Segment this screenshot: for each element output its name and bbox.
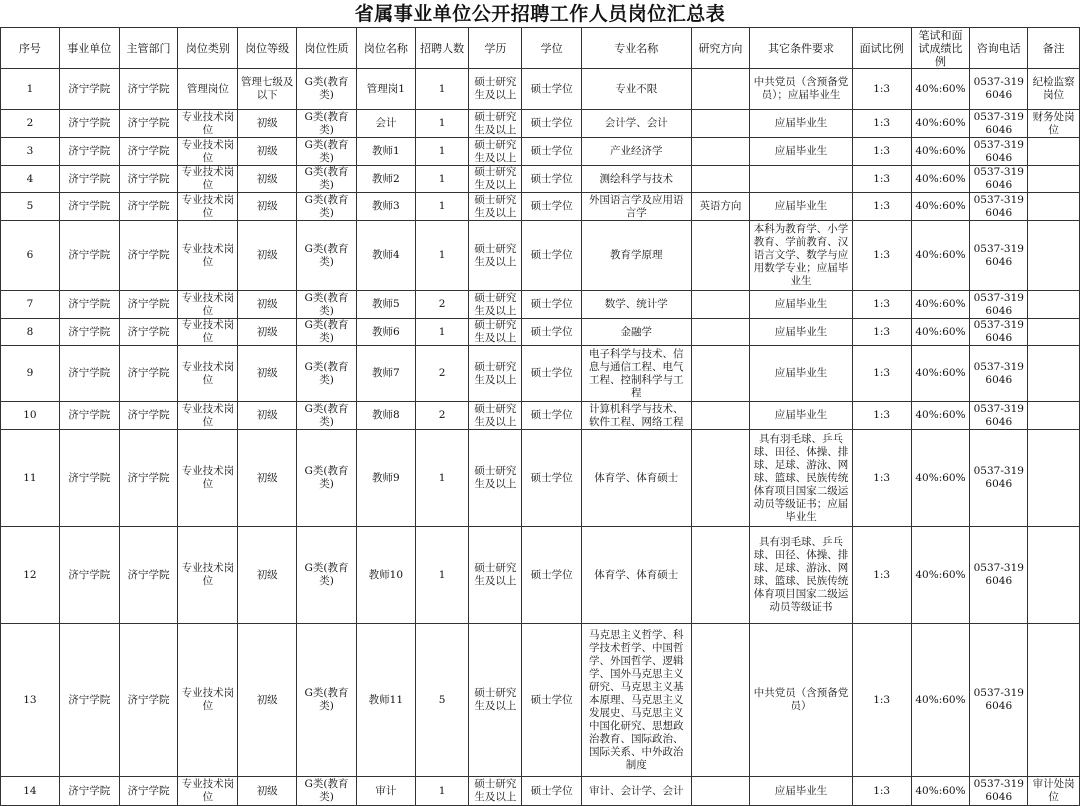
table-cell: G类(教育类) xyxy=(297,346,357,402)
table-cell: 济宁学院 xyxy=(59,346,119,402)
table-cell xyxy=(1028,402,1080,430)
table-cell: 专业技术岗位 xyxy=(178,430,238,527)
table-cell: 11 xyxy=(1,430,60,527)
table-cell: 纪检监察岗位 xyxy=(1028,69,1080,110)
table-cell xyxy=(1028,221,1080,291)
table-cell: 济宁学院 xyxy=(119,221,178,291)
table-cell: 40%:60% xyxy=(911,69,970,110)
table-row xyxy=(1,291,1080,319)
table-cell: 40%:60% xyxy=(911,346,970,402)
table-cell: 1 xyxy=(415,69,469,110)
table-cell: 财务处岗位 xyxy=(1028,110,1080,138)
table-cell: 专业技术岗位 xyxy=(178,166,238,193)
table-row xyxy=(1,110,1080,138)
table-row xyxy=(1,319,1080,346)
table-cell: 2 xyxy=(415,346,469,402)
table-row xyxy=(1,402,1080,430)
table-cell: 初级 xyxy=(238,319,297,346)
table-cell: 硕士学位 xyxy=(522,193,582,221)
table-cell xyxy=(750,166,852,193)
table-cell xyxy=(691,319,750,346)
table-cell: 济宁学院 xyxy=(59,221,119,291)
table-cell: 1 xyxy=(415,221,469,291)
table-cell: G类(教育类) xyxy=(297,777,357,806)
table-cell: 1:3 xyxy=(852,527,911,624)
table-cell: 济宁学院 xyxy=(59,624,119,777)
table-cell: 硕士学位 xyxy=(522,624,582,777)
table-cell: 40%:60% xyxy=(911,166,970,193)
table-cell: 专业技术岗位 xyxy=(178,319,238,346)
table-cell: 1 xyxy=(415,166,469,193)
column-header: 序号 xyxy=(1,28,60,69)
table-cell: 专业技术岗位 xyxy=(178,291,238,319)
column-header: 岗位类别 xyxy=(178,28,238,69)
table-cell: 济宁学院 xyxy=(119,193,178,221)
table-cell: 专业技术岗位 xyxy=(178,346,238,402)
table-cell: 管理岗位 xyxy=(178,69,238,110)
table-cell: 应届毕业生 xyxy=(750,402,852,430)
table-cell: 12 xyxy=(1,527,60,624)
table-row xyxy=(1,166,1080,193)
table-cell: 8 xyxy=(1,319,60,346)
table-cell: 1:3 xyxy=(852,346,911,402)
table-cell: 英语方向 xyxy=(691,193,750,221)
table-cell: G类(教育类) xyxy=(297,69,357,110)
table-cell: 硕士研究生及以上 xyxy=(469,430,522,527)
table-cell: G类(教育类) xyxy=(297,319,357,346)
table-cell: 初级 xyxy=(238,527,297,624)
table-cell: 硕士研究生及以上 xyxy=(469,777,522,806)
table-cell: G类(教育类) xyxy=(297,166,357,193)
table-cell: 1 xyxy=(415,777,469,806)
table-cell: 专业技术岗位 xyxy=(178,527,238,624)
column-header: 备注 xyxy=(1028,28,1080,69)
table-cell: 教师5 xyxy=(356,291,415,319)
table-cell: 4 xyxy=(1,166,60,193)
table-cell: 1:3 xyxy=(852,138,911,166)
table-cell: 0537-3196046 xyxy=(970,69,1028,110)
table-cell xyxy=(1028,138,1080,166)
table-cell xyxy=(1028,624,1080,777)
table-cell xyxy=(691,430,750,527)
table-row xyxy=(1,624,1080,777)
table-cell: 管理岗1 xyxy=(356,69,415,110)
table-cell: 管理七级及以下 xyxy=(238,69,297,110)
table-cell: 0537-3196046 xyxy=(970,166,1028,193)
table-cell: 专业技术岗位 xyxy=(178,193,238,221)
table-cell: 1 xyxy=(415,319,469,346)
table-cell: 40%:60% xyxy=(911,777,970,806)
table-cell xyxy=(691,291,750,319)
table-cell: 硕士研究生及以上 xyxy=(469,221,522,291)
table-cell: 济宁学院 xyxy=(119,319,178,346)
table-cell: 硕士研究生及以上 xyxy=(469,69,522,110)
table-cell: 体育学、体育硕士 xyxy=(582,430,692,527)
table-cell: 1:3 xyxy=(852,193,911,221)
table-cell: 外国语言学及应用语言学 xyxy=(582,193,692,221)
table-cell: 济宁学院 xyxy=(119,402,178,430)
table-cell xyxy=(1028,346,1080,402)
table-cell: 济宁学院 xyxy=(59,193,119,221)
table-cell: 40%:60% xyxy=(911,193,970,221)
table-cell: 会计 xyxy=(356,110,415,138)
table-cell: 1:3 xyxy=(852,319,911,346)
table-cell: 济宁学院 xyxy=(59,319,119,346)
table-cell: 0537-3196046 xyxy=(970,777,1028,806)
column-header: 岗位等级 xyxy=(238,28,297,69)
table-cell: 专业技术岗位 xyxy=(178,402,238,430)
column-header: 其它条件要求 xyxy=(750,28,852,69)
table-cell: 初级 xyxy=(238,346,297,402)
table-cell: 审计处岗位 xyxy=(1028,777,1080,806)
table-cell: 硕士研究生及以上 xyxy=(469,346,522,402)
table-cell: G类(教育类) xyxy=(297,402,357,430)
table-cell xyxy=(691,402,750,430)
table-cell: 本科为教育学、小学教育、学前教育、汉语言文学、数学与应用数学专业；应届毕业生 xyxy=(750,221,852,291)
table-cell: 1:3 xyxy=(852,166,911,193)
column-header: 学位 xyxy=(522,28,582,69)
table-cell: 济宁学院 xyxy=(59,777,119,806)
table-cell: 济宁学院 xyxy=(119,777,178,806)
table-cell: 0537-3196046 xyxy=(970,193,1028,221)
table-cell: 40%:60% xyxy=(911,402,970,430)
table-cell: 济宁学院 xyxy=(119,527,178,624)
table-cell: 硕士学位 xyxy=(522,319,582,346)
table-row xyxy=(1,777,1080,806)
table-cell: 济宁学院 xyxy=(59,69,119,110)
table-row xyxy=(1,527,1080,624)
table-cell xyxy=(1028,166,1080,193)
table-cell: 硕士研究生及以上 xyxy=(469,110,522,138)
table-cell: 济宁学院 xyxy=(119,69,178,110)
table-cell: 济宁学院 xyxy=(119,138,178,166)
table-cell: 专业技术岗位 xyxy=(178,624,238,777)
table-cell xyxy=(1028,193,1080,221)
table-cell: 2 xyxy=(415,402,469,430)
table-cell: 马克思主义哲学、科学技术哲学、中国哲学、外国哲学、逻辑学、国外马克思主义研究、马克思主义基本原理、马克思主义发展史、马克思主义中国化研究、思想政治教育、国际政治、国际关系、中外政治制度 xyxy=(582,624,692,777)
positions-table xyxy=(0,27,1080,806)
table-cell: 硕士学位 xyxy=(522,346,582,402)
table-cell xyxy=(691,69,750,110)
table-cell: G类(教育类) xyxy=(297,430,357,527)
table-row xyxy=(1,193,1080,221)
table-cell: 1 xyxy=(1,69,60,110)
table-cell: 硕士学位 xyxy=(522,527,582,624)
table-cell: 1 xyxy=(415,527,469,624)
column-header: 笔试和面试成绩比例 xyxy=(911,28,970,69)
column-header: 专业名称 xyxy=(582,28,692,69)
table-cell xyxy=(691,110,750,138)
table-cell: 审计 xyxy=(356,777,415,806)
column-header: 岗位名称 xyxy=(356,28,415,69)
table-cell: 应届毕业生 xyxy=(750,291,852,319)
table-cell: 教师4 xyxy=(356,221,415,291)
table-cell: 电子科学与技术、信息与通信工程、电气工程、控制科学与工程 xyxy=(582,346,692,402)
table-cell xyxy=(691,777,750,806)
table-cell: 0537-3196046 xyxy=(970,527,1028,624)
table-cell: 0537-3196046 xyxy=(970,402,1028,430)
table-cell: 应届毕业生 xyxy=(750,138,852,166)
table-cell: 硕士学位 xyxy=(522,138,582,166)
column-header: 事业单位 xyxy=(59,28,119,69)
table-cell xyxy=(691,527,750,624)
table-cell: 济宁学院 xyxy=(59,166,119,193)
table-cell: 40%:60% xyxy=(911,319,970,346)
table-cell: 2 xyxy=(415,291,469,319)
table-cell: 硕士学位 xyxy=(522,110,582,138)
table-cell: 初级 xyxy=(238,291,297,319)
table-cell: 硕士学位 xyxy=(522,430,582,527)
column-header: 岗位性质 xyxy=(297,28,357,69)
table-cell: 济宁学院 xyxy=(59,291,119,319)
table-cell: 1 xyxy=(415,138,469,166)
table-cell: 1:3 xyxy=(852,430,911,527)
table-cell: 10 xyxy=(1,402,60,430)
table-cell: 应届毕业生 xyxy=(750,193,852,221)
table-cell: 40%:60% xyxy=(911,138,970,166)
table-cell: 1:3 xyxy=(852,221,911,291)
table-cell: 0537-3196046 xyxy=(970,138,1028,166)
table-row xyxy=(1,430,1080,527)
table-cell: 1 xyxy=(415,430,469,527)
table-cell: 1:3 xyxy=(852,291,911,319)
table-cell: 硕士研究生及以上 xyxy=(469,402,522,430)
table-cell xyxy=(691,346,750,402)
table-cell xyxy=(1028,291,1080,319)
table-cell: 初级 xyxy=(238,624,297,777)
table-cell: 硕士学位 xyxy=(522,221,582,291)
table-cell: 40%:60% xyxy=(911,430,970,527)
table-cell: 0537-3196046 xyxy=(970,291,1028,319)
table-cell: 硕士研究生及以上 xyxy=(469,527,522,624)
table-cell: 1:3 xyxy=(852,110,911,138)
table-cell: 济宁学院 xyxy=(119,166,178,193)
table-cell: 13 xyxy=(1,624,60,777)
table-cell: 教师10 xyxy=(356,527,415,624)
table-cell: 40%:60% xyxy=(911,624,970,777)
table-cell: 应届毕业生 xyxy=(750,346,852,402)
table-cell: 初级 xyxy=(238,193,297,221)
table-cell: 具有羽毛球、乒乓球、田径、体操、排球、足球、游泳、网球、篮球、民族传统体育项目国家二级运动员等级证书；应届毕业生 xyxy=(750,430,852,527)
table-cell: 测绘科学与技术 xyxy=(582,166,692,193)
table-cell: 应届毕业生 xyxy=(750,777,852,806)
table-cell: 0537-3196046 xyxy=(970,624,1028,777)
table-cell: 教师9 xyxy=(356,430,415,527)
table-cell: 中共党员（含预备党员）；应届毕业生 xyxy=(750,69,852,110)
table-cell: G类(教育类) xyxy=(297,138,357,166)
table-cell: G类(教育类) xyxy=(297,527,357,624)
column-header: 面试比例 xyxy=(852,28,911,69)
table-cell xyxy=(691,221,750,291)
table-cell: 济宁学院 xyxy=(119,110,178,138)
table-cell: 审计、会计学、会计 xyxy=(582,777,692,806)
table-cell: 硕士学位 xyxy=(522,166,582,193)
column-header: 研究方向 xyxy=(691,28,750,69)
column-header: 学历 xyxy=(469,28,522,69)
table-cell: 硕士学位 xyxy=(522,291,582,319)
table-cell: G类(教育类) xyxy=(297,221,357,291)
column-header: 招聘人数 xyxy=(415,28,469,69)
table-cell: 硕士研究生及以上 xyxy=(469,166,522,193)
column-header: 咨询电话 xyxy=(970,28,1028,69)
table-cell: 40%:60% xyxy=(911,221,970,291)
table-cell: 教师8 xyxy=(356,402,415,430)
table-cell: 教师2 xyxy=(356,166,415,193)
table-cell: 1:3 xyxy=(852,402,911,430)
table-cell: 会计学、会计 xyxy=(582,110,692,138)
table-cell: 14 xyxy=(1,777,60,806)
table-cell: 初级 xyxy=(238,402,297,430)
table-cell: 济宁学院 xyxy=(59,110,119,138)
table-cell: 计算机科学与技术、软件工程、网络工程 xyxy=(582,402,692,430)
table-cell: 专业技术岗位 xyxy=(178,110,238,138)
table-cell: 济宁学院 xyxy=(119,430,178,527)
table-cell: 数学、统计学 xyxy=(582,291,692,319)
table-cell: 硕士学位 xyxy=(522,402,582,430)
table-cell xyxy=(691,166,750,193)
table-cell: 1:3 xyxy=(852,69,911,110)
table-cell: 教育学原理 xyxy=(582,221,692,291)
column-header: 主管部门 xyxy=(119,28,178,69)
table-cell xyxy=(1028,319,1080,346)
table-cell: 初级 xyxy=(238,110,297,138)
table-cell: 6 xyxy=(1,221,60,291)
table-cell: 中共党员（含预备党员） xyxy=(750,624,852,777)
table-cell: 硕士研究生及以上 xyxy=(469,291,522,319)
table-body xyxy=(1,69,1080,806)
table-cell: 初级 xyxy=(238,138,297,166)
table-cell: 0537-3196046 xyxy=(970,430,1028,527)
table-row xyxy=(1,138,1080,166)
table-cell: 硕士研究生及以上 xyxy=(469,193,522,221)
table-cell: 硕士学位 xyxy=(522,69,582,110)
table-cell: 应届毕业生 xyxy=(750,110,852,138)
table-cell: 40%:60% xyxy=(911,291,970,319)
table-row xyxy=(1,69,1080,110)
table-cell: 金融学 xyxy=(582,319,692,346)
table-cell: 产业经济学 xyxy=(582,138,692,166)
table-cell: 济宁学院 xyxy=(59,527,119,624)
table-cell: 1:3 xyxy=(852,777,911,806)
table-cell: 初级 xyxy=(238,166,297,193)
table-cell: 初级 xyxy=(238,777,297,806)
table-cell: 体育学、体育硕士 xyxy=(582,527,692,624)
table-cell: 9 xyxy=(1,346,60,402)
table-cell: 2 xyxy=(1,110,60,138)
table-cell: 济宁学院 xyxy=(59,430,119,527)
table-cell: 济宁学院 xyxy=(119,291,178,319)
table-cell: 硕士研究生及以上 xyxy=(469,138,522,166)
table-cell xyxy=(691,624,750,777)
table-cell xyxy=(1028,430,1080,527)
table-cell: 40%:60% xyxy=(911,110,970,138)
table-cell: 济宁学院 xyxy=(119,624,178,777)
table-cell: 硕士研究生及以上 xyxy=(469,624,522,777)
table-header-row xyxy=(1,28,1080,69)
table-cell: 初级 xyxy=(238,221,297,291)
table-row xyxy=(1,346,1080,402)
table-cell: G类(教育类) xyxy=(297,193,357,221)
table-cell: 济宁学院 xyxy=(119,346,178,402)
table-cell: 专业技术岗位 xyxy=(178,221,238,291)
table-row xyxy=(1,221,1080,291)
table-cell xyxy=(691,138,750,166)
table-cell: 40%:60% xyxy=(911,527,970,624)
table-cell: 济宁学院 xyxy=(59,138,119,166)
table-cell: 1 xyxy=(415,193,469,221)
table-cell: 0537-3196046 xyxy=(970,110,1028,138)
table-cell: 0537-3196046 xyxy=(970,346,1028,402)
table-cell: 硕士学位 xyxy=(522,777,582,806)
table-cell: 硕士研究生及以上 xyxy=(469,319,522,346)
table-cell: 教师7 xyxy=(356,346,415,402)
table-cell: 济宁学院 xyxy=(59,402,119,430)
table-cell: 0537-3196046 xyxy=(970,221,1028,291)
table-cell: 5 xyxy=(415,624,469,777)
table-cell: 教师11 xyxy=(356,624,415,777)
table-cell: 7 xyxy=(1,291,60,319)
table-cell: 具有羽毛球、乒乓球、田径、体操、排球、足球、游泳、网球、篮球、民族传统体育项目国家二级运动员等级证书 xyxy=(750,527,852,624)
table-cell: 3 xyxy=(1,138,60,166)
table-cell: 教师6 xyxy=(356,319,415,346)
table-cell: 1 xyxy=(415,110,469,138)
table-cell: 初级 xyxy=(238,430,297,527)
table-cell: 教师1 xyxy=(356,138,415,166)
table-cell xyxy=(1028,527,1080,624)
table-cell: G类(教育类) xyxy=(297,110,357,138)
page-title: 省属事业单位公开招聘工作人员岗位汇总表 xyxy=(354,3,726,25)
table-cell: 专业技术岗位 xyxy=(178,777,238,806)
table-cell: 专业技术岗位 xyxy=(178,138,238,166)
table-cell: 应届毕业生 xyxy=(750,319,852,346)
table-cell: G类(教育类) xyxy=(297,624,357,777)
table-cell: 5 xyxy=(1,193,60,221)
table-cell: 教师3 xyxy=(356,193,415,221)
table-cell: 1:3 xyxy=(852,624,911,777)
table-cell: 0537-3196046 xyxy=(970,319,1028,346)
table-cell: G类(教育类) xyxy=(297,291,357,319)
table-cell: 专业不限 xyxy=(582,69,692,110)
